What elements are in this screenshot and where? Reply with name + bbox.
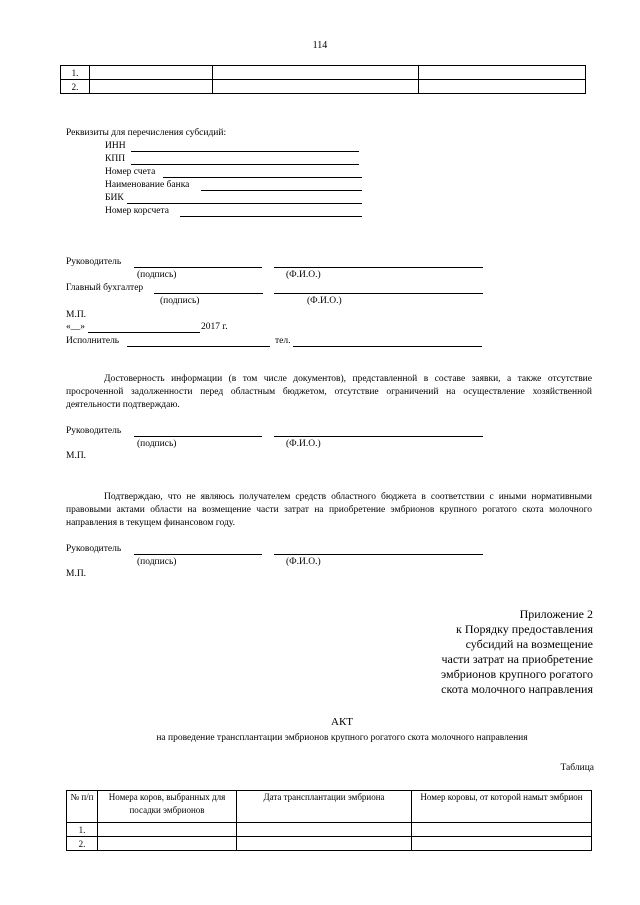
head-fio-field[interactable]	[274, 554, 483, 555]
head-signature-field[interactable]	[134, 436, 262, 437]
head-fio-field[interactable]	[274, 267, 483, 268]
confirmation-paragraph-1: Достоверность информации (в том числе документов), представленной в составе заявки, а также отсутствие просроченной задолженности перед областным бюджетом, отсутствие ограничений на осуществление хозяйственной деятельности подтверждаю.	[66, 374, 592, 410]
accountant-fio-field[interactable]	[274, 293, 483, 294]
confirmation-paragraph-2: Подтверждаю, что не являюсь получателем средств областного бюджета в соответствии с иными нормативными правовыми актами области на возмещение части затрат на приобретение эмбрионов крупного рогатого скота молочного направления в текущем финансовом году.	[66, 492, 592, 528]
appendix-line: Приложение 2	[519, 607, 593, 621]
row-number: 1.	[67, 823, 98, 837]
signature-caption: (подпись)	[137, 439, 177, 449]
tel-label: тел.	[275, 336, 291, 346]
act-table	[66, 790, 592, 851]
top-table	[60, 65, 586, 94]
inn-label: ИНН	[105, 141, 126, 151]
appendix-line: части затрат на приобретение	[441, 652, 593, 666]
row-number: 1.	[61, 66, 90, 80]
date-prefix: «__»	[66, 322, 85, 332]
stamp-place: М.П.	[66, 451, 87, 461]
fio-caption: (Ф.И.О.)	[307, 296, 342, 306]
kpp-label: КПП	[105, 154, 126, 164]
table-row	[61, 80, 586, 94]
appendix-line: к Порядку предоставления	[455, 622, 593, 636]
head-label: Руководитель	[66, 426, 122, 436]
tel-field[interactable]	[293, 346, 482, 347]
fio-caption: (Ф.И.О.)	[286, 557, 321, 567]
appendix-line: субсидий на возмещение	[465, 637, 593, 651]
row-number: 2.	[67, 837, 98, 851]
table-header-row	[67, 791, 592, 823]
row-number: 2.	[61, 80, 90, 94]
appendix-line: эмбрионов крупного рогатого	[440, 667, 593, 681]
stamp-place: М.П.	[66, 569, 87, 579]
kpp-field[interactable]	[131, 164, 359, 165]
appendix-line: скота молочного направления	[441, 682, 593, 696]
account-field[interactable]	[163, 177, 362, 178]
col-header-date: Дата трансплантации эмбриона	[237, 791, 412, 823]
head-label: Руководитель	[66, 257, 122, 267]
act-title: АКТ	[331, 716, 353, 728]
date-field[interactable]	[88, 332, 200, 333]
chief-accountant-label: Главный бухгалтер	[66, 283, 144, 293]
signature-caption: (подпись)	[137, 270, 177, 280]
appendix-header	[441, 607, 593, 697]
bank-field[interactable]	[201, 190, 362, 191]
fio-caption: (Ф.И.О.)	[286, 270, 321, 280]
corr-account-field[interactable]	[180, 216, 362, 217]
fio-caption: (Ф.И.О.)	[286, 439, 321, 449]
corr-account-label: Номер корсчета	[105, 206, 169, 216]
head-fio-field[interactable]	[274, 436, 483, 437]
inn-field[interactable]	[131, 151, 359, 152]
col-header-cows: Номера коров, выбранных для посадки эмбрионов	[98, 791, 237, 823]
table-row	[61, 66, 586, 80]
account-label: Номер счета	[105, 167, 156, 177]
head-signature-field[interactable]	[134, 267, 262, 268]
stamp-place: М.П.	[66, 310, 87, 320]
head-label: Руководитель	[66, 544, 122, 554]
bik-field[interactable]	[127, 203, 362, 204]
table-row	[67, 823, 592, 837]
table-label: Таблица	[560, 763, 594, 773]
col-header-number: № п/п	[67, 791, 98, 823]
bank-label: Наименование банка	[105, 180, 190, 190]
requisites-title: Реквизиты для перечисления субсидий:	[66, 128, 227, 138]
page-number: 114	[312, 40, 328, 51]
executor-label: Исполнитель	[66, 336, 120, 346]
date-suffix: 2017 г.	[201, 322, 228, 332]
signature-caption: (подпись)	[160, 296, 200, 306]
executor-field[interactable]	[127, 346, 270, 347]
head-signature-field[interactable]	[134, 554, 262, 555]
accountant-signature-field[interactable]	[154, 293, 263, 294]
bik-label: БИК	[105, 193, 124, 203]
col-header-donor: Номер коровы, от которой намыт эмбрион	[412, 791, 592, 823]
table-row	[67, 837, 592, 851]
act-subtitle: на проведение трансплантации эмбрионов крупного рогатого скота молочного направления	[156, 733, 528, 743]
signature-caption: (подпись)	[137, 557, 177, 567]
